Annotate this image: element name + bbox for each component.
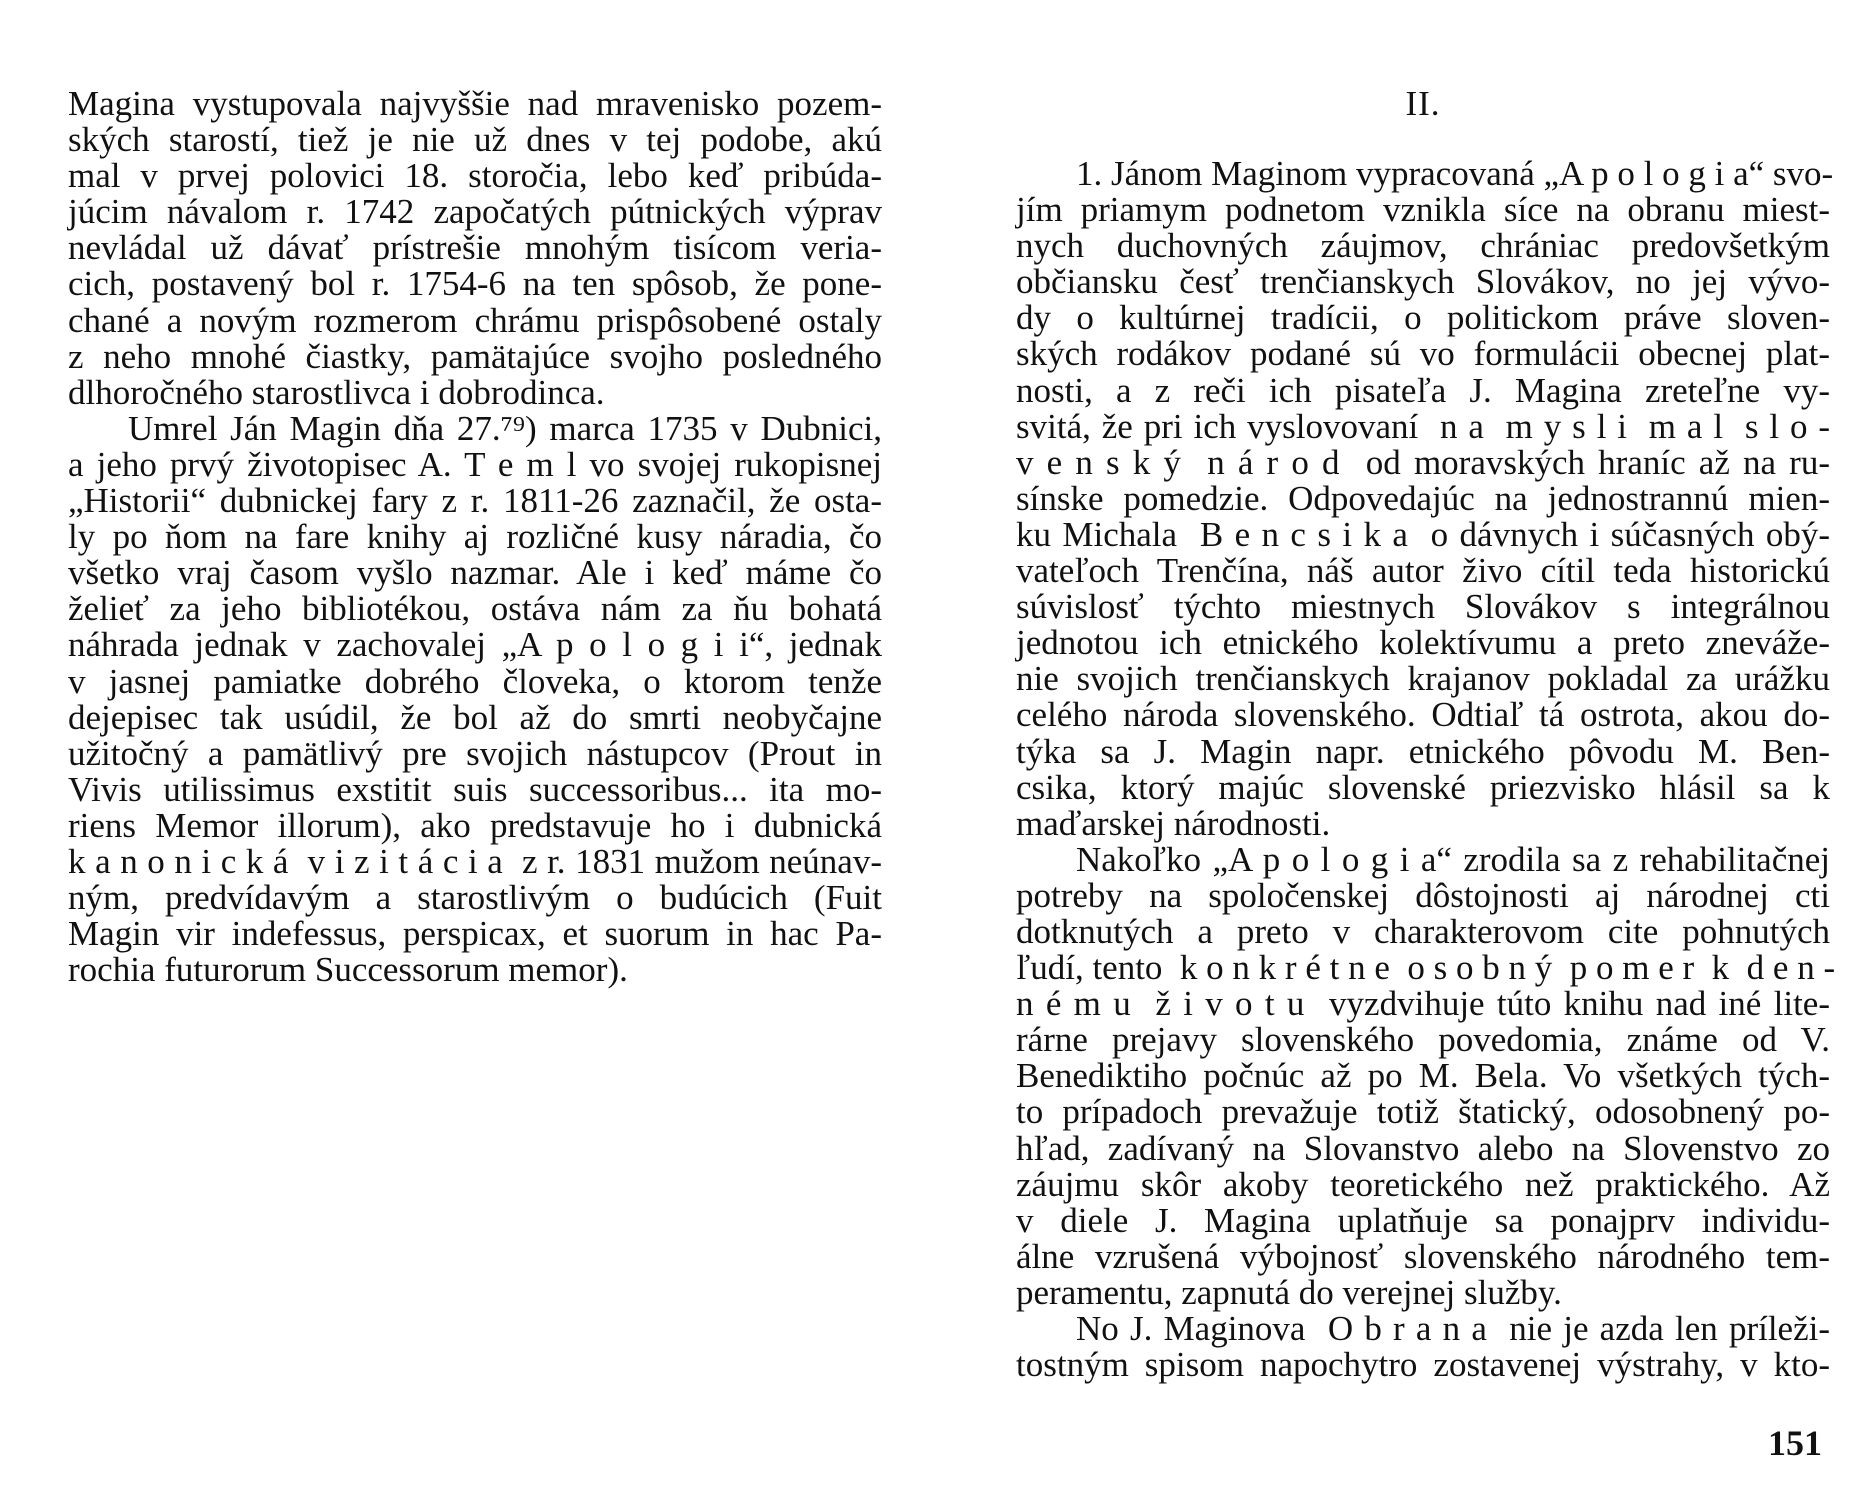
text-line: cich, postavený bol r. 1754-6 na ten spôsob, že pone- [68, 264, 882, 304]
text-line: dejepisec tak usúdil, že bol až do smrti neobyčajne [68, 697, 882, 737]
text-line: maďarskej národnosti. [1016, 803, 1331, 843]
text-line: Vivis utilissimus exstitit suis successoribus... ita mo- [68, 769, 882, 809]
text-line: týka sa J. Magin napr. etnického pôvodu M. Ben- [1016, 731, 1830, 771]
text-line: nych duchovných záujmov, chrániac predovšetkým [1016, 226, 1830, 266]
text-line: súvislosť týchto miestnych Slovákov s integrálnou [1016, 587, 1830, 627]
text-line: rochia futurorum Successorum memor). [68, 950, 628, 990]
text-line: hľad, zadívaný na Slovanstvo alebo na Slovenstvo zo [1016, 1128, 1830, 1168]
text-line: 1. Jánom Maginom vypracovaná „A p o l o g i a“ svo- [1076, 154, 1834, 193]
text-line: želieť za jeho bibliotékou, ostáva nám za ňu bohatá [68, 589, 882, 629]
text-line: svitá, že pri ich vyslovovaní n a m y s l i m a l s l o - [1016, 406, 1830, 446]
text-line: sínske pomedzie. Odpovedajúc na jednostrannú mien- [1016, 478, 1830, 518]
text-line: nevládal už dávať prístrešie mnohým tisícom veria- [68, 228, 882, 268]
text-line: náhrada jednak v zachovalej „A p o l o g i i“, jednak [68, 625, 882, 665]
text-line: to prípadoch prevažuje totiž štatický, odosobnený po- [1016, 1092, 1830, 1132]
text-line: vateľoch Trenčína, náš autor živo cítil teda historickú [1016, 551, 1830, 591]
text-line: ských rodákov podané sú vo formulácii obecnej plat- [1016, 334, 1830, 374]
text-line: rárne prejavy slovenského povedomia, známe od V. [1016, 1020, 1830, 1060]
text-line: v diele J. Magina uplatňuje sa ponajprv individu- [1016, 1200, 1830, 1240]
text-line: peramentu, zapnutá do verejnej služby. [1016, 1272, 1562, 1312]
text-line: v e n s k ý n á r o d od moravských hraníc až na ru- [1016, 442, 1830, 482]
text-line: ľudí, tento k o n k r é t n e o s o b n ý p o m e r k d e n - [1016, 948, 1836, 988]
text-line: ným, predvídavým a starostlivým o budúcich (Fuit [68, 878, 882, 918]
text-line: chané a novým rozmerom chrámu prispôsobené ostaly [68, 300, 882, 340]
text-line: tostným spisom napochytro zostavenej výstrahy, v kto- [1016, 1345, 1830, 1385]
text-line: celého národa slovenského. Odtiaľ tá ostrota, akou do- [1016, 695, 1830, 735]
left-column [68, 86, 882, 988]
text-line: mal v prvej polovici 18. storočia, lebo keď pribúda- [68, 156, 882, 196]
text-line: No J. Maginova O b r a n a nie je azda len príleži- [1076, 1309, 1830, 1348]
text-line: álne vzrušená výbojnosť slovenského národného tem- [1016, 1236, 1830, 1276]
text-line: jednotou ich etnického kolektívumu a preto zneváže- [1016, 623, 1830, 663]
text-line: Magin vir indefessus, perspicax, et suorum in hac Pa- [68, 914, 882, 954]
text-line: užitočný a pamätlivý pre svojich nástupcov (Prout in [68, 733, 882, 773]
text-line: ku Michala B e n c s i k a o dávnych i súčasných obý- [1016, 514, 1830, 554]
text-line: a jeho prvý životopisec A. T e m l vo svojej rukopisnej [68, 444, 882, 484]
text-line: n é m u ž i v o t u vyzdvihuje túto knihu nad iné lite- [1016, 984, 1830, 1024]
text-line: Benediktiho počnúc až po M. Bela. Vo všetkých tých- [1016, 1056, 1830, 1096]
text-line: nie svojich trenčianskych krajanov pokladal za urážku [1016, 659, 1830, 699]
text-line: júcim návalom r. 1742 započatých pútnických výprav [68, 192, 882, 232]
text-line: k a n o n i c k á v i z i t á c i a z r. 1831 mužom neúnav- [68, 841, 882, 881]
text-line: z neho mnohé čiastky, pamätajúce svojho posledného [68, 336, 882, 376]
text-line: Nakoľko „A p o l o g i a“ zrodila sa z rehabilitačnej [1076, 839, 1830, 879]
text-line: Umrel Ján Magin dňa 27.⁷⁹) marca 1735 v Dubnici, [128, 408, 882, 448]
section-heading: II. [1405, 84, 1441, 123]
text-line: Magina vystupovala najvyššie nad mravenisko pozem- [68, 84, 882, 123]
text-line: „Historii“ dubnickej fary z r. 1811-26 zaznačil, že osta- [68, 481, 882, 521]
text-line: všetko vraj časom vyšlo nazmar. Ale i keď máme čo [68, 553, 882, 593]
text-line: občiansku česť trenčianskych Slovákov, no jej vývo- [1016, 262, 1830, 302]
text-line: záujmu skôr akoby teoretického než praktického. Až [1016, 1164, 1830, 1204]
text-line: csika, ktorý majúc slovenské priezvisko hlásil sa k [1016, 767, 1830, 807]
text-line: dotknutých a preto v charakterovom cite pohnutých [1016, 911, 1830, 951]
text-line: ly po ňom na fare knihy aj rozličné kusy náradia, čo [68, 517, 882, 557]
text-line: ských starostí, tiež je nie už dnes v tej podobe, akú [68, 120, 882, 160]
text-line: dlhoročného starostlivca i dobrodinca. [68, 372, 605, 412]
text-line: v jasnej pamiatke dobrého človeka, o ktorom tenže [68, 661, 882, 701]
right-column [1016, 84, 1836, 1385]
text-line: nosti, a z reči ich pisateľa J. Magina zreteľne vy- [1016, 370, 1830, 410]
page-number: 151 [1768, 1423, 1822, 1463]
text-line: jím priamym podnetom vznikla síce na obranu miest- [1016, 190, 1830, 230]
text-line: riens Memor illorum), ako predstavuje ho i dubnická [68, 805, 882, 845]
text-line: dy o kultúrnej tradícii, o politickom práve sloven- [1016, 298, 1830, 338]
text-line: potreby na spoločenskej dôstojnosti aj národnej cti [1016, 875, 1830, 915]
